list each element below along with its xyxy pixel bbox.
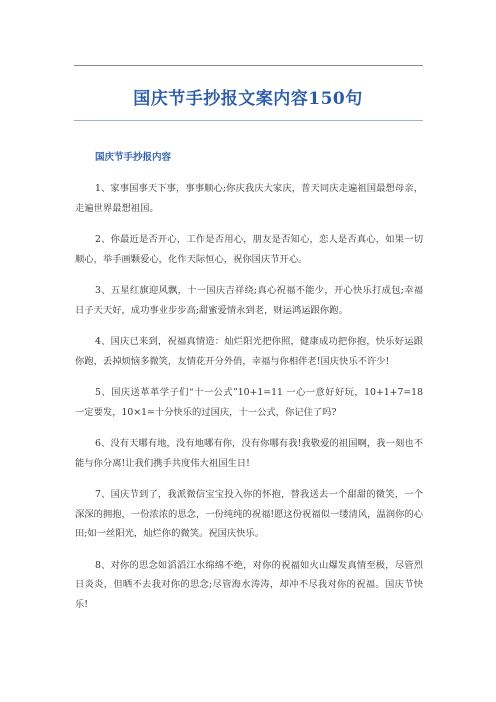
paragraph-7: 7、国庆节到了，我派微信宝宝投入你的怀抱，替我送去一个甜甜的微笑，一个深深的拥抱，一份浓浓的思念，一份纯纯的祝福!愿这份祝福似一缕清风，温润你的心田;如一丝阳光，灿烂你的微笑。祝国庆快乐。 [75, 489, 423, 539]
paragraph-8: 8、对你的思念如滔滔江水绵绵不绝，对你的祝福如火山爆发真情至极，尽管烈日炎炎，但晒不去我对你的思念;尽管海水涛涛，却冲不尽我对你的祝福。国庆节快乐! [75, 559, 423, 610]
paragraph-4: 4、国庆已来到，祝福真情造：灿烂阳光把你照，健康成功把你抱，快乐好运跟你跑，丢掉烦恼多微笑，友情花开分外俏，幸福与你相伴老!国庆快乐不许少! [75, 336, 423, 367]
page-title: 国庆节手抄报文案内容150句 [133, 89, 363, 109]
paragraph-3: 3、五星红旗迎风飘，十一国庆吉祥绕;真心祝福不能少，开心快乐打成包;幸福日子天天好，成功事业步步高;甜蜜爱情永到老，财运鸿运跟你跑。 [75, 285, 423, 316]
paragraph-6: 6、没有天哪有地，没有地哪有你，没有你哪有我!我敬爱的祖国啊，我一刻也不能与你分离!让我们携手共度伟大祖国生日! [75, 438, 423, 469]
paragraph-1: 1、家事国事天下事，事事顺心;你庆我庆大家庆，普天同庆走遍祖国最想母亲，走遍世界最想祖国。 [75, 183, 423, 214]
title-underline [74, 120, 423, 121]
paragraph-2: 2、你最近是否开心，工作是否用心，朋友是否知心，恋人是否真心，如果一切顺心，举手画颗爱心，化作天际恒心，祝你国庆节开心。 [75, 234, 423, 265]
article-body [75, 179, 423, 626]
header-divider [74, 65, 423, 66]
section-heading: 国庆节手抄报内容 [95, 152, 172, 163]
paragraph-5: 5、国庆送革革学子们“十一公式”10+1=11 一心一意好好玩，10+1+7=18 一定要发，10×1=十分快乐的过国庆，十一公式，你记住了吗? [75, 387, 423, 418]
